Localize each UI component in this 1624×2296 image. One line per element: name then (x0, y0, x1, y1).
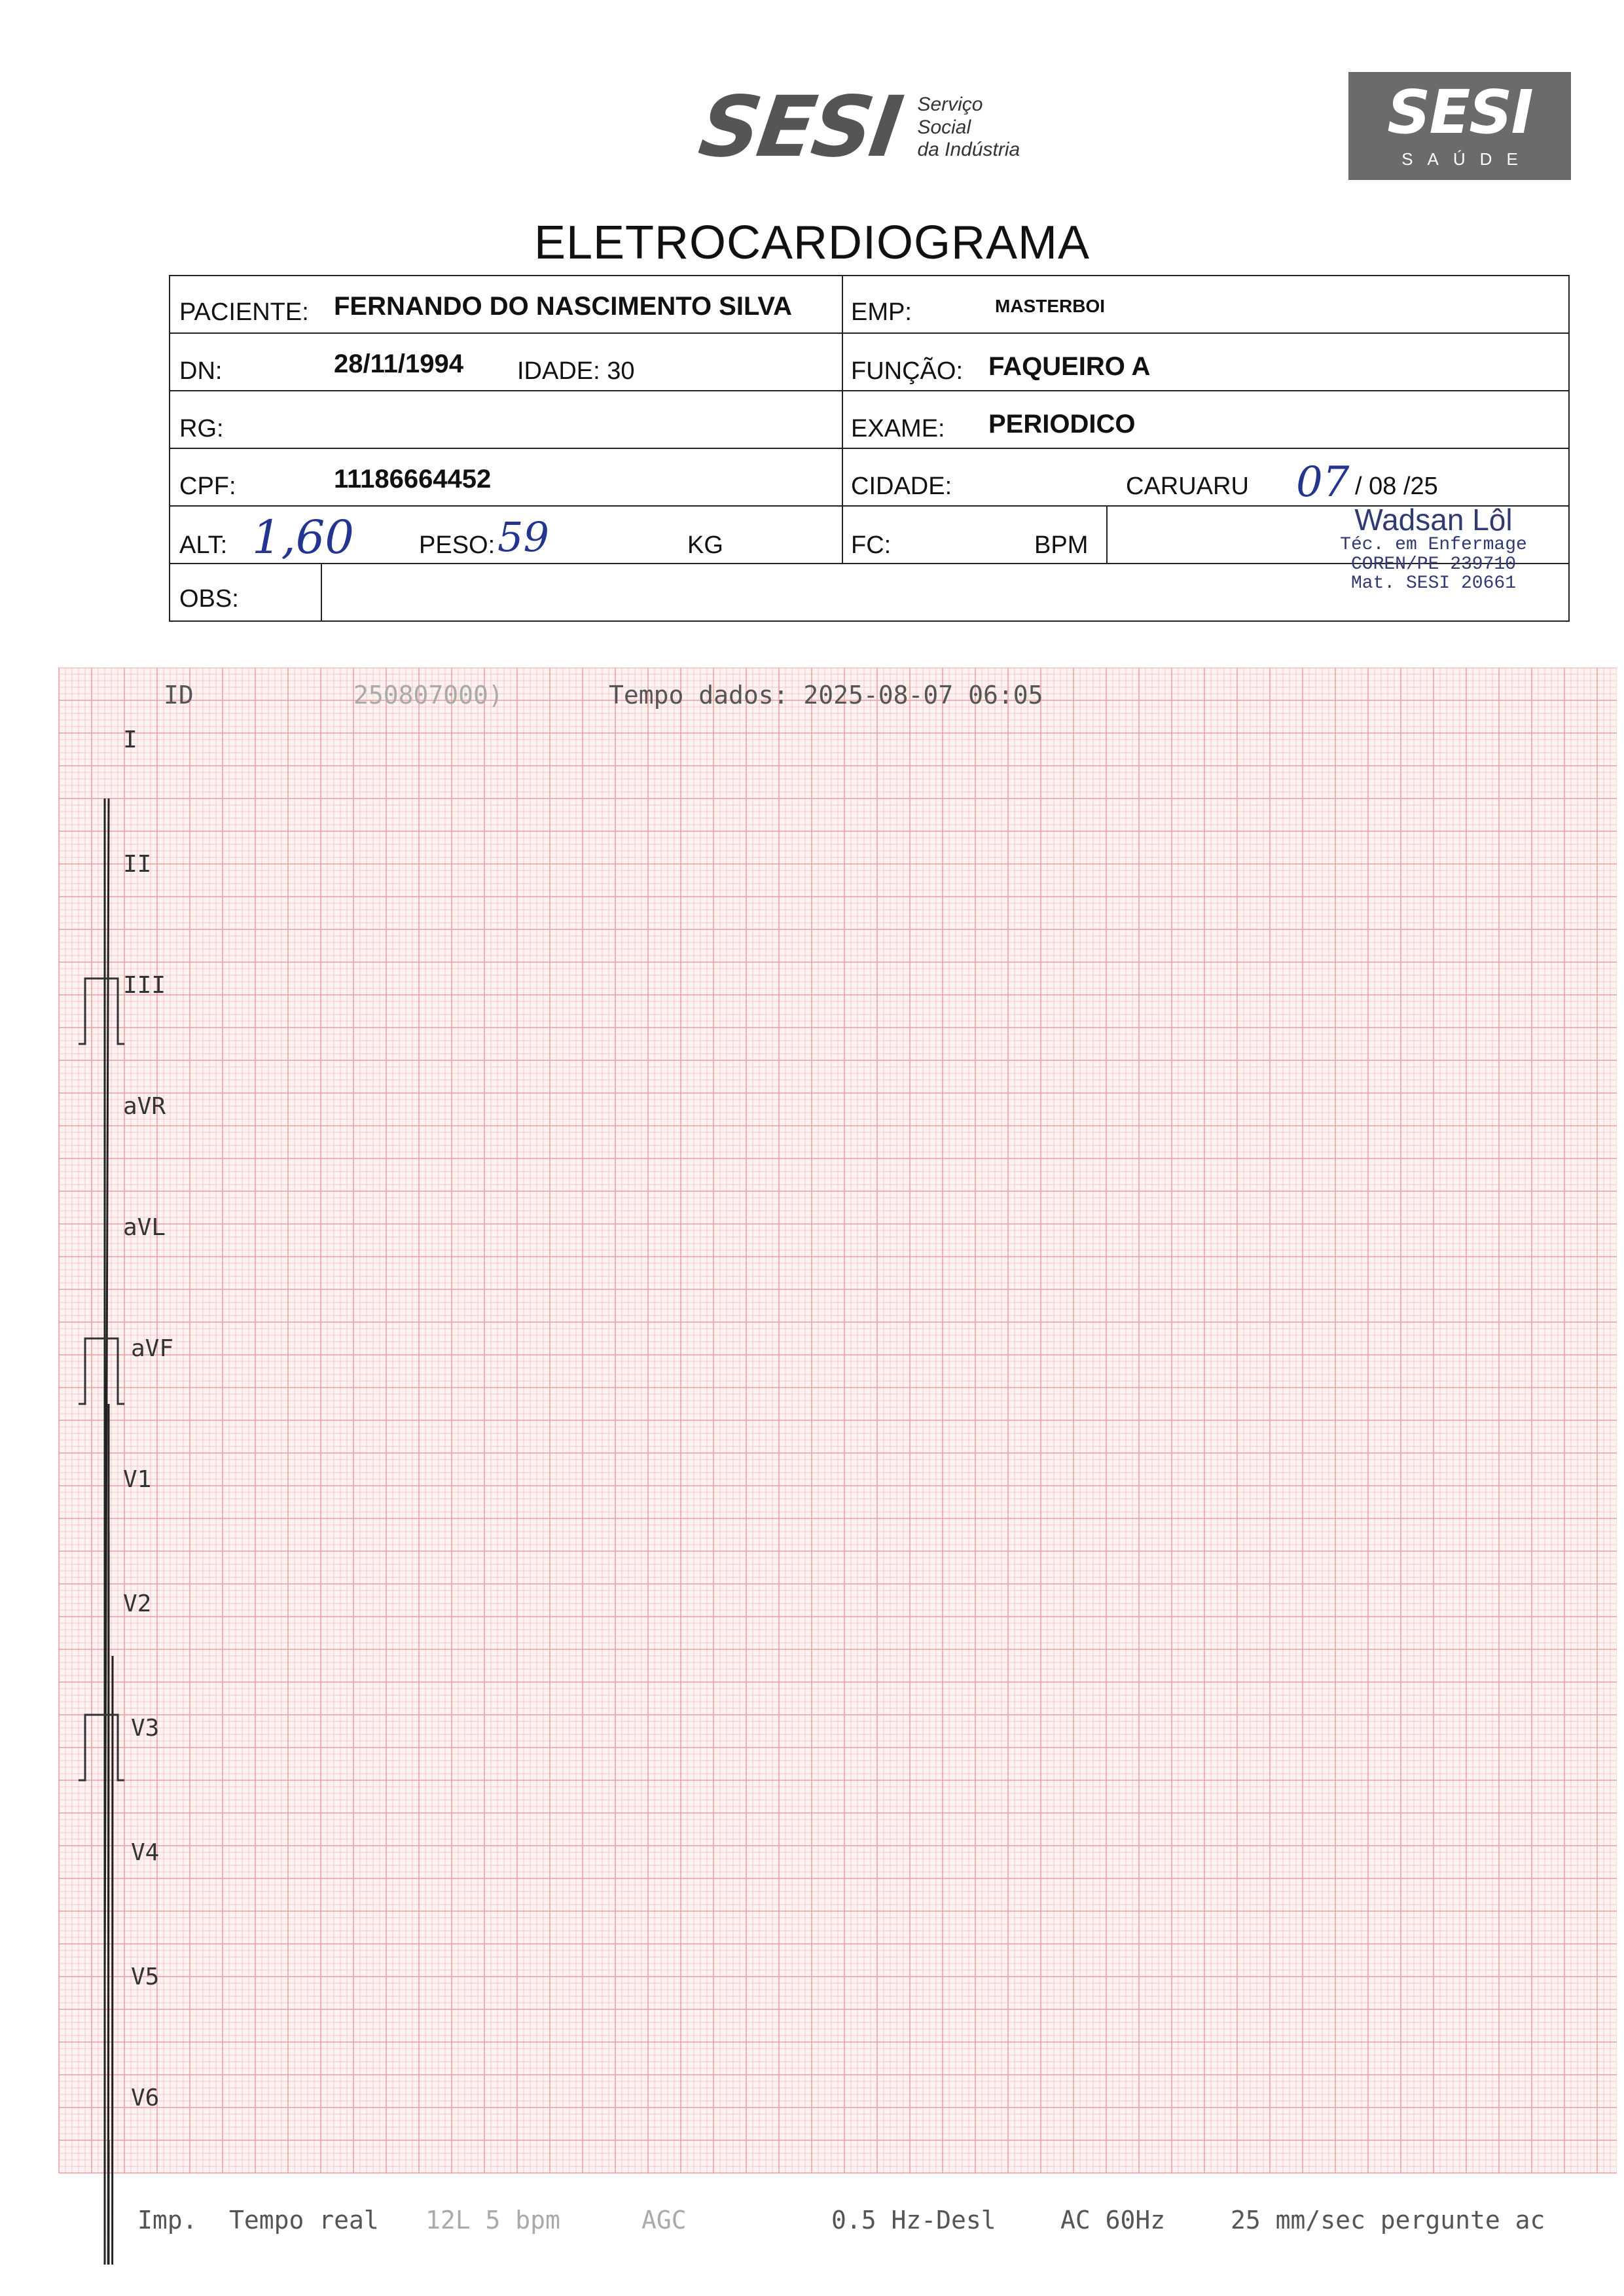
ecg-id-label: ID (164, 681, 194, 709)
paciente-value: FERNANDO DO NASCIMENTO SILVA (334, 292, 793, 321)
lead-label-avr: aVR (123, 1093, 166, 1120)
stamp-line-2: COREN/PE 239710 (1350, 554, 1517, 575)
lead-label-v1: V1 (123, 1466, 152, 1493)
ecg-grid-and-traces (46, 668, 1617, 2265)
lead-label-v4: V4 (131, 1839, 160, 1866)
footer-mode: 12L 5 bpm (425, 2206, 560, 2234)
peso-label: PESO: (419, 531, 496, 559)
footer-tempo-real: Tempo real (229, 2206, 379, 2234)
ecg-tempo-dados: Tempo dados: 2025-08-07 06:05 (609, 681, 1043, 709)
funcao-value: FAQUEIRO A (988, 352, 1151, 381)
lead-label-v6: V6 (131, 2085, 160, 2111)
cidade-value: CARUARU (1126, 473, 1249, 500)
rg-label: RG: (179, 415, 224, 442)
date-day-handwritten: 07 (1296, 458, 1350, 507)
form-row-rg (170, 391, 1568, 449)
kg-label: KG (687, 531, 723, 559)
sesi-logo (693, 79, 1020, 177)
cidade-label: CIDADE: (851, 473, 952, 500)
emp-label: EMP: (851, 298, 912, 326)
emp-value: MASTERBOI (995, 296, 1105, 316)
stamp-line-3: Mat. SESI 20661 (1350, 573, 1517, 594)
nurse-stamp (1303, 504, 1564, 593)
ecg-id-number: 250807000) (353, 681, 503, 709)
form-row-cpf (170, 449, 1568, 507)
lead-label-ii: II (123, 851, 152, 878)
alt-label: ALT: (179, 531, 228, 559)
cpf-label: CPF: (179, 473, 236, 500)
sesi-saude-logo-text: SESI (1387, 77, 1532, 147)
cpf-value: 11186664452 (334, 465, 492, 493)
sesi-logo-subtitle: Serviço Social da Indústria (917, 94, 1020, 161)
lead-label-iii: III (123, 972, 166, 999)
alt-value-handwritten: 1,60 (252, 511, 354, 564)
fc-divider (1106, 507, 1108, 564)
obs-divider (321, 564, 322, 620)
ecg-sheet (46, 668, 1617, 2265)
lead-label-v3: V3 (131, 1715, 160, 1742)
exame-value: PERIODICO (988, 410, 1136, 439)
footer-speed: 25 mm/sec pergunte ac (1231, 2206, 1545, 2234)
exame-label: EXAME: (851, 415, 945, 442)
peso-value-handwritten: 59 (497, 513, 549, 561)
footer-imp: Imp. (137, 2206, 198, 2234)
lead-label-avf: aVF (131, 1335, 174, 1362)
stamp-name: Wadsan Lôl (1354, 503, 1513, 537)
footer-filter: 0.5 Hz-Desl (831, 2206, 996, 2234)
dn-value: 28/11/1994 (334, 350, 463, 378)
sesi-logo-text: SESI (693, 79, 906, 176)
dn-label: DN: (179, 357, 223, 385)
stamp-line-1: Téc. em Enfermage (1340, 535, 1527, 556)
lead-label-i: I (123, 726, 137, 753)
sesi-saude-logo-subtitle: SAÚDE (1401, 149, 1532, 169)
date-rest: / 08 /25 (1355, 473, 1438, 500)
footer-ac: AC 60Hz (1060, 2206, 1166, 2234)
obs-label: OBS: (179, 585, 239, 613)
fc-label: FC: (851, 531, 892, 559)
form-row-dn (170, 334, 1568, 391)
bpm-label: BPM (1034, 531, 1089, 559)
lead-label-avl: aVL (123, 1214, 166, 1241)
funcao-label: FUNÇÃO: (851, 357, 963, 385)
footer-agc: AGC (641, 2206, 687, 2234)
sesi-saude-logo (1348, 72, 1571, 180)
paciente-label: PACIENTE: (179, 298, 309, 326)
lead-label-v5: V5 (131, 1964, 160, 1990)
idade-label: IDADE: 30 (517, 357, 635, 385)
page-title: ELETROCARDIOGRAMA (533, 217, 1091, 269)
lead-label-v2: V2 (123, 1590, 152, 1617)
form-row-paciente (170, 276, 1568, 334)
